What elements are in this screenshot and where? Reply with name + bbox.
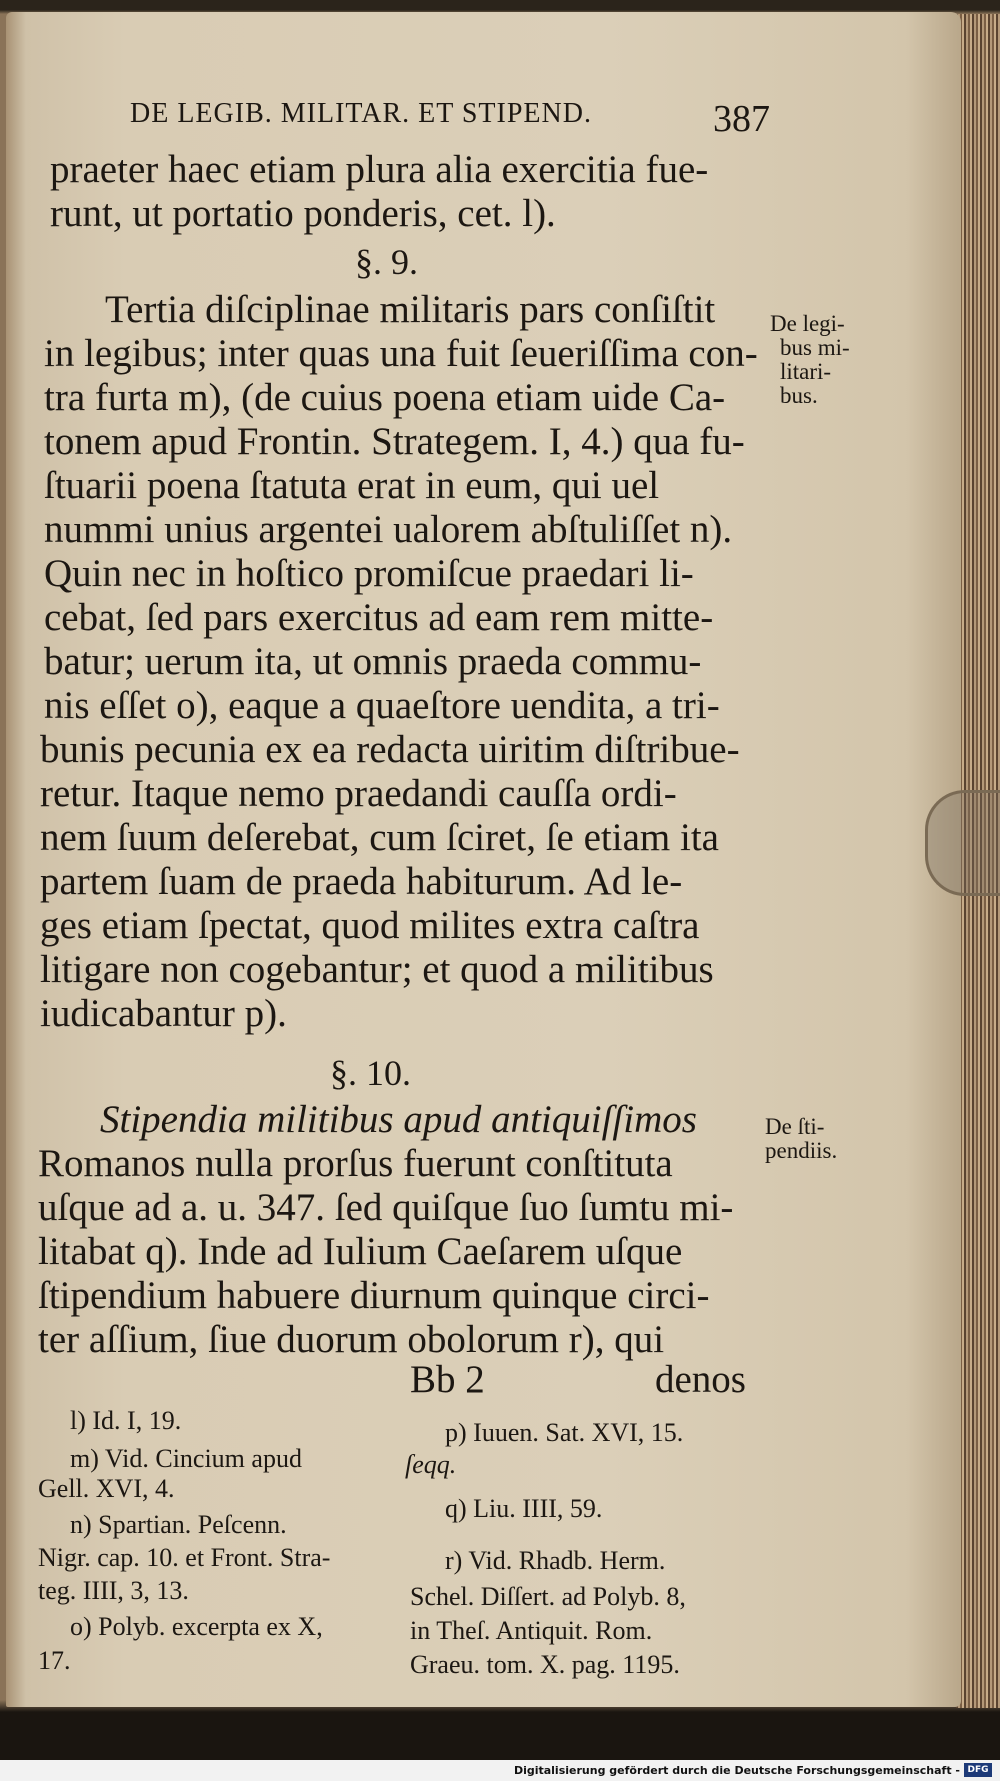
body-line: tra furta m), (de cuius poena etiam uide Ca- — [44, 376, 726, 419]
footnote: r) Vid. Rhadb. Herm. — [445, 1546, 666, 1575]
margin-note: bus. — [780, 383, 818, 408]
body-line: runt, ut portatio ponderis, cet. l). — [50, 192, 556, 235]
page-number: 387 — [713, 98, 770, 140]
section-heading: §. 10. — [330, 1053, 411, 1093]
body-line: litabat q). Inde ad Iulium Caeſarem uſque — [38, 1230, 683, 1273]
body-line: Romanos nulla prorſus fuerunt conſtituta — [38, 1142, 673, 1185]
footnote: Graeu. tom. X. pag. 1195. — [410, 1650, 680, 1679]
section-heading: §. 9. — [355, 242, 418, 282]
footnote: q) Liu. IIII, 59. — [445, 1494, 603, 1523]
body-line: Quin nec in hoſtico promiſcue praedari li- — [44, 552, 694, 595]
body-line: ſtuarii poena ſtatuta erat in eum, qui uel — [44, 464, 660, 507]
body-line: litigare non cogebantur; et quod a militibus — [40, 948, 714, 991]
dfg-logo-text: DFG — [967, 1765, 989, 1775]
body-line: Tertia diſciplinae militaris pars conſiſtit — [105, 288, 716, 331]
body-line: batur; uerum ita, ut omnis praeda commu- — [44, 640, 702, 683]
body-line: in legibus; inter quas una fuit ſeueriſſima con- — [44, 332, 758, 375]
body-line: iudicabantur p). — [40, 992, 287, 1035]
footnote: in Theſ. Antiquit. Rom. — [410, 1616, 653, 1645]
footnote: l) Id. I, 19. — [70, 1406, 182, 1435]
body-line: tonem apud Frontin. Strategem. I, 4.) qua fu- — [44, 420, 745, 463]
bookmark-tab — [925, 790, 1000, 896]
footnote: ſeqq. — [405, 1450, 457, 1479]
margin-note: De ſti- — [765, 1114, 825, 1139]
body-line: nis eſſet o), eaque a quaeſtore uendita, a tri- — [44, 684, 720, 727]
margin-note: De legi- — [770, 311, 845, 336]
body-line: nummi unius argentei ualorem abſtuliſſet n). — [44, 508, 733, 551]
footnote: Schel. Diſſert. ad Polyb. 8, — [410, 1582, 686, 1611]
body-line: ſtipendium habuere diurnum quinque circi- — [38, 1274, 710, 1317]
body-line: partem ſuam de praeda habiturum. Ad le- — [40, 860, 683, 903]
footnote: teg. IIII, 3, 13. — [38, 1576, 189, 1605]
running-title: DE LEGIB. MILITAR. ET STIPEND. — [130, 98, 592, 129]
footnote: n) Spartian. Peſcenn. — [70, 1510, 287, 1539]
footnote: m) Vid. Cincium apud — [70, 1444, 302, 1473]
body-line: ter aſſium, ſiue duorum obolorum r), qui — [38, 1318, 665, 1361]
signature-mark: Bb 2 — [410, 1358, 485, 1401]
margin-note: bus mi- — [780, 335, 850, 360]
footnote: Gell. XVI, 4. — [38, 1474, 175, 1503]
catchword: denos — [655, 1358, 746, 1401]
dfg-logo — [964, 1763, 992, 1777]
footnote: o) Polyb. excerpta ex X, — [70, 1612, 323, 1641]
body-line: praeter haec etiam plura alia exercitia fue- — [50, 148, 709, 191]
digitization-footer — [0, 1760, 1000, 1781]
footnote: 17. — [38, 1646, 71, 1675]
footer-credit: Digitalisierung gefördert durch die Deutsche Forschungsgemeinschaft - — [513, 1764, 960, 1777]
body-line: cebat, ſed pars exercitus ad eam rem mitte- — [44, 596, 714, 639]
footnote: Nigr. cap. 10. et Front. Stra- — [38, 1543, 331, 1572]
body-line: ges etiam ſpectat, quod milites extra caſtra — [40, 904, 700, 947]
body-line: nem ſuum deſerebat, cum ſciret, ſe etiam ita — [40, 816, 719, 859]
margin-note: pendiis. — [765, 1138, 838, 1163]
body-line: retur. Itaque nemo praedandi cauſſa ordi- — [40, 772, 677, 815]
margin-note: litari- — [780, 359, 832, 384]
body-line: uſque ad a. u. 347. ſed quiſque ſuo ſumtu mi- — [38, 1186, 734, 1229]
body-line: bunis pecunia ex ea redacta uiritim diſtribue- — [40, 728, 740, 771]
body-line: Stipendia militibus apud antiquiſſimos — [100, 1098, 697, 1141]
footnote: p) Iuuen. Sat. XVI, 15. — [445, 1418, 684, 1447]
